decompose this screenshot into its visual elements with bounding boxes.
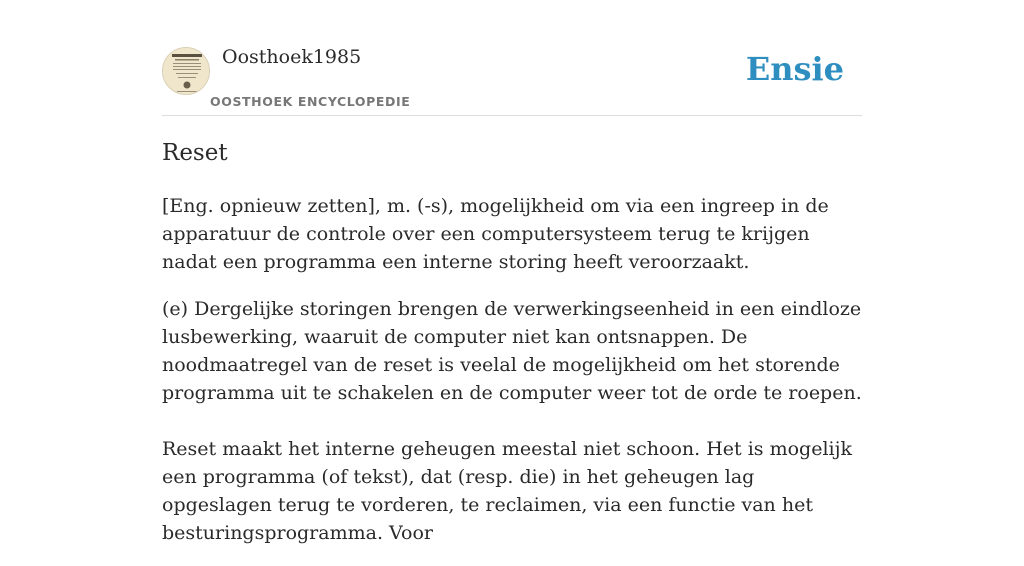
paragraph-definition: [Eng. opnieuw zetten], m. (-s), mogelijkheid om via een ingreep in de apparatuur de controle over een computersysteem terug te krijgen nadat een programma een interne storing heeft veroorzaakt. (162, 195, 829, 273)
avatar[interactable] (162, 47, 210, 95)
author-name[interactable]: Oosthoek1985 (222, 46, 362, 68)
paragraph-memory: Reset maakt het interne geheugen meestal niet schoon. Het is mogelijk een programma (of tekst), dat (resp. die) in het geheugen lag opgeslagen terug te vorderen, te reclaimen, via een functie van het besturingsprogramma. Voor (162, 438, 853, 544)
paragraph-explanation: (e) Dergelijke storingen brengen de verwerkingseenheid in een eindloze lusbewerking, waaruit de computer niet kan ontsnappen. De noodmaatregel van de reset is veelal de mogelijkheid om het storende programma uit te schakelen en de computer weer tot de orde te roepen. (162, 298, 862, 404)
source-subtitle[interactable]: OOSTHOEK ENCYCLOPEDIE (210, 94, 411, 109)
article-body (162, 192, 864, 566)
article-title: Reset (162, 140, 228, 166)
encyclopedia-title-page-icon (163, 48, 210, 95)
ensie-logo[interactable]: Ensie (745, 50, 844, 88)
article-header (162, 44, 862, 116)
